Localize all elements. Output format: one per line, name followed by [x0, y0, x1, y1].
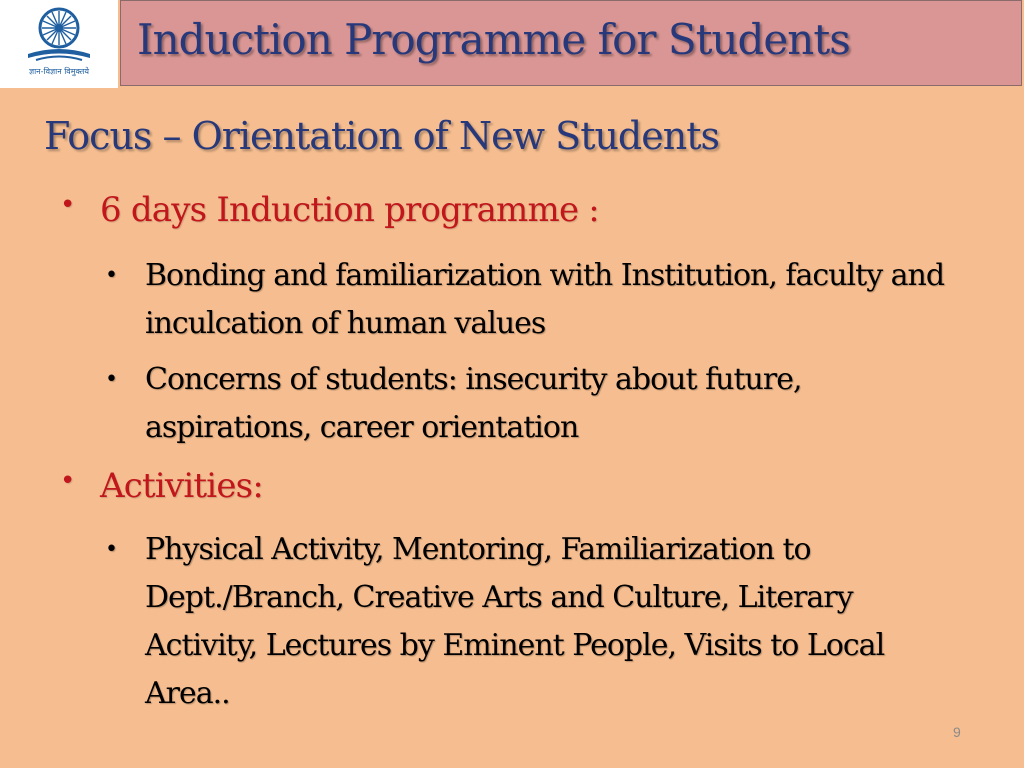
logo-panel — [0, 0, 118, 88]
page-number: 9 — [953, 724, 961, 740]
section-activities-heading: Activities: — [100, 466, 263, 506]
bullet-marker: • — [105, 537, 117, 562]
list-item — [105, 526, 935, 718]
list-item-text: Physical Activity, Mentoring, Familiarization to Dept./Branch, Creative Arts and Culture, Literary Activity, Lectures by Eminent People, Visits to Local Area.. — [145, 532, 885, 711]
bullet-marker: • — [105, 263, 117, 288]
title-bar — [120, 0, 1022, 86]
focus-heading: Focus – Orientation of New Students — [44, 114, 719, 158]
list-item — [105, 252, 965, 348]
section-duration — [60, 190, 599, 230]
bullet-marker: • — [60, 466, 75, 496]
section-duration-heading: 6 days Induction programme : — [100, 190, 599, 230]
list-item-text: Concerns of students: insecurity about future, aspirations, career orientation — [145, 362, 802, 445]
page-title: Induction Programme for Students — [137, 15, 850, 64]
logo-caption: ज्ञान-विज्ञान विमुक्तये — [28, 67, 90, 76]
list-item — [105, 356, 965, 452]
bullet-marker: • — [105, 367, 117, 392]
ugc-emblem-icon — [22, 4, 96, 66]
section-activities — [60, 466, 263, 506]
list-item-text: Bonding and familiarization with Institution, faculty and inculcation of human values — [145, 258, 945, 341]
bullet-marker: • — [60, 190, 75, 220]
